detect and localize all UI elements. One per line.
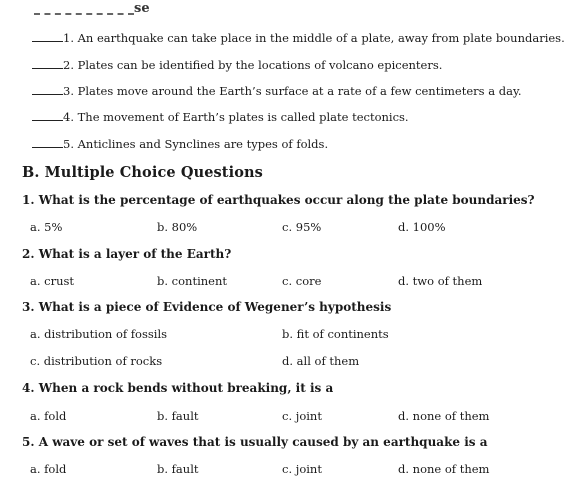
answer-blank[interactable]	[32, 110, 63, 121]
option-a[interactable]: a. fold	[30, 462, 67, 476]
section-b-title: B. Multiple Choice Questions	[22, 164, 263, 181]
answer-blank[interactable]	[32, 31, 63, 42]
option-c[interactable]: c. distribution of rocks	[30, 354, 163, 368]
tf-item	[32, 31, 565, 45]
option-d[interactable]: d. two of them	[398, 274, 483, 288]
tf-item	[32, 58, 442, 72]
option-d[interactable]: d. none of them	[398, 409, 490, 423]
option-a[interactable]: a. fold	[30, 409, 67, 423]
header-dashes	[34, 13, 134, 15]
tf-item	[32, 137, 328, 151]
answer-blank[interactable]	[32, 137, 63, 148]
option-c[interactable]: c. joint	[282, 462, 322, 476]
option-b[interactable]: b. fault	[157, 462, 199, 476]
tf-statement: 2. Plates can be identified by the locations of volcano epicenters.	[63, 58, 443, 72]
option-b[interactable]: b. 80%	[157, 220, 198, 234]
option-c[interactable]: c. joint	[282, 409, 322, 423]
option-b[interactable]: b. fault	[157, 409, 199, 423]
option-d[interactable]: d. 100%	[398, 220, 446, 234]
tf-statement: 3. Plates move around the Earth’s surface at a rate of a few centimeters a day.	[63, 84, 522, 98]
question-2: 2. What is a layer of the Earth?	[22, 247, 232, 261]
option-d[interactable]: d. none of them	[398, 462, 490, 476]
question-1: 1. What is the percentage of earthquakes occur along the plate boundaries?	[22, 193, 535, 207]
tf-statement: 1. An earthquake can take place in the middle of a plate, away from plate boundaries.	[63, 31, 565, 45]
tf-statement: 5. Anticlines and Synclines are types of folds.	[63, 137, 329, 151]
header-fragment: se	[134, 1, 150, 16]
tf-item	[32, 84, 522, 98]
option-a[interactable]: a. crust	[30, 274, 75, 288]
answer-blank[interactable]	[32, 58, 63, 69]
tf-statement: 4. The movement of Earth’s plates is called plate tectonics.	[63, 110, 409, 124]
tf-item	[32, 110, 409, 124]
option-d[interactable]: d. all of them	[282, 354, 360, 368]
option-b[interactable]: b. continent	[157, 274, 227, 288]
option-a[interactable]: a. 5%	[30, 220, 63, 234]
question-5: 5. A wave or set of waves that is usually caused by an earthquake is a	[22, 435, 488, 449]
cut-off-header	[26, 0, 226, 18]
question-3: 3. What is a piece of Evidence of Wegener’s hypothesis	[22, 300, 392, 314]
option-b[interactable]: b. fit of continents	[282, 327, 389, 341]
option-c[interactable]: c. 95%	[282, 220, 322, 234]
option-a[interactable]: a. distribution of fossils	[30, 327, 168, 341]
answer-blank[interactable]	[32, 84, 63, 95]
option-c[interactable]: c. core	[282, 274, 322, 288]
question-4: 4. When a rock bends without breaking, it is a	[22, 381, 334, 395]
